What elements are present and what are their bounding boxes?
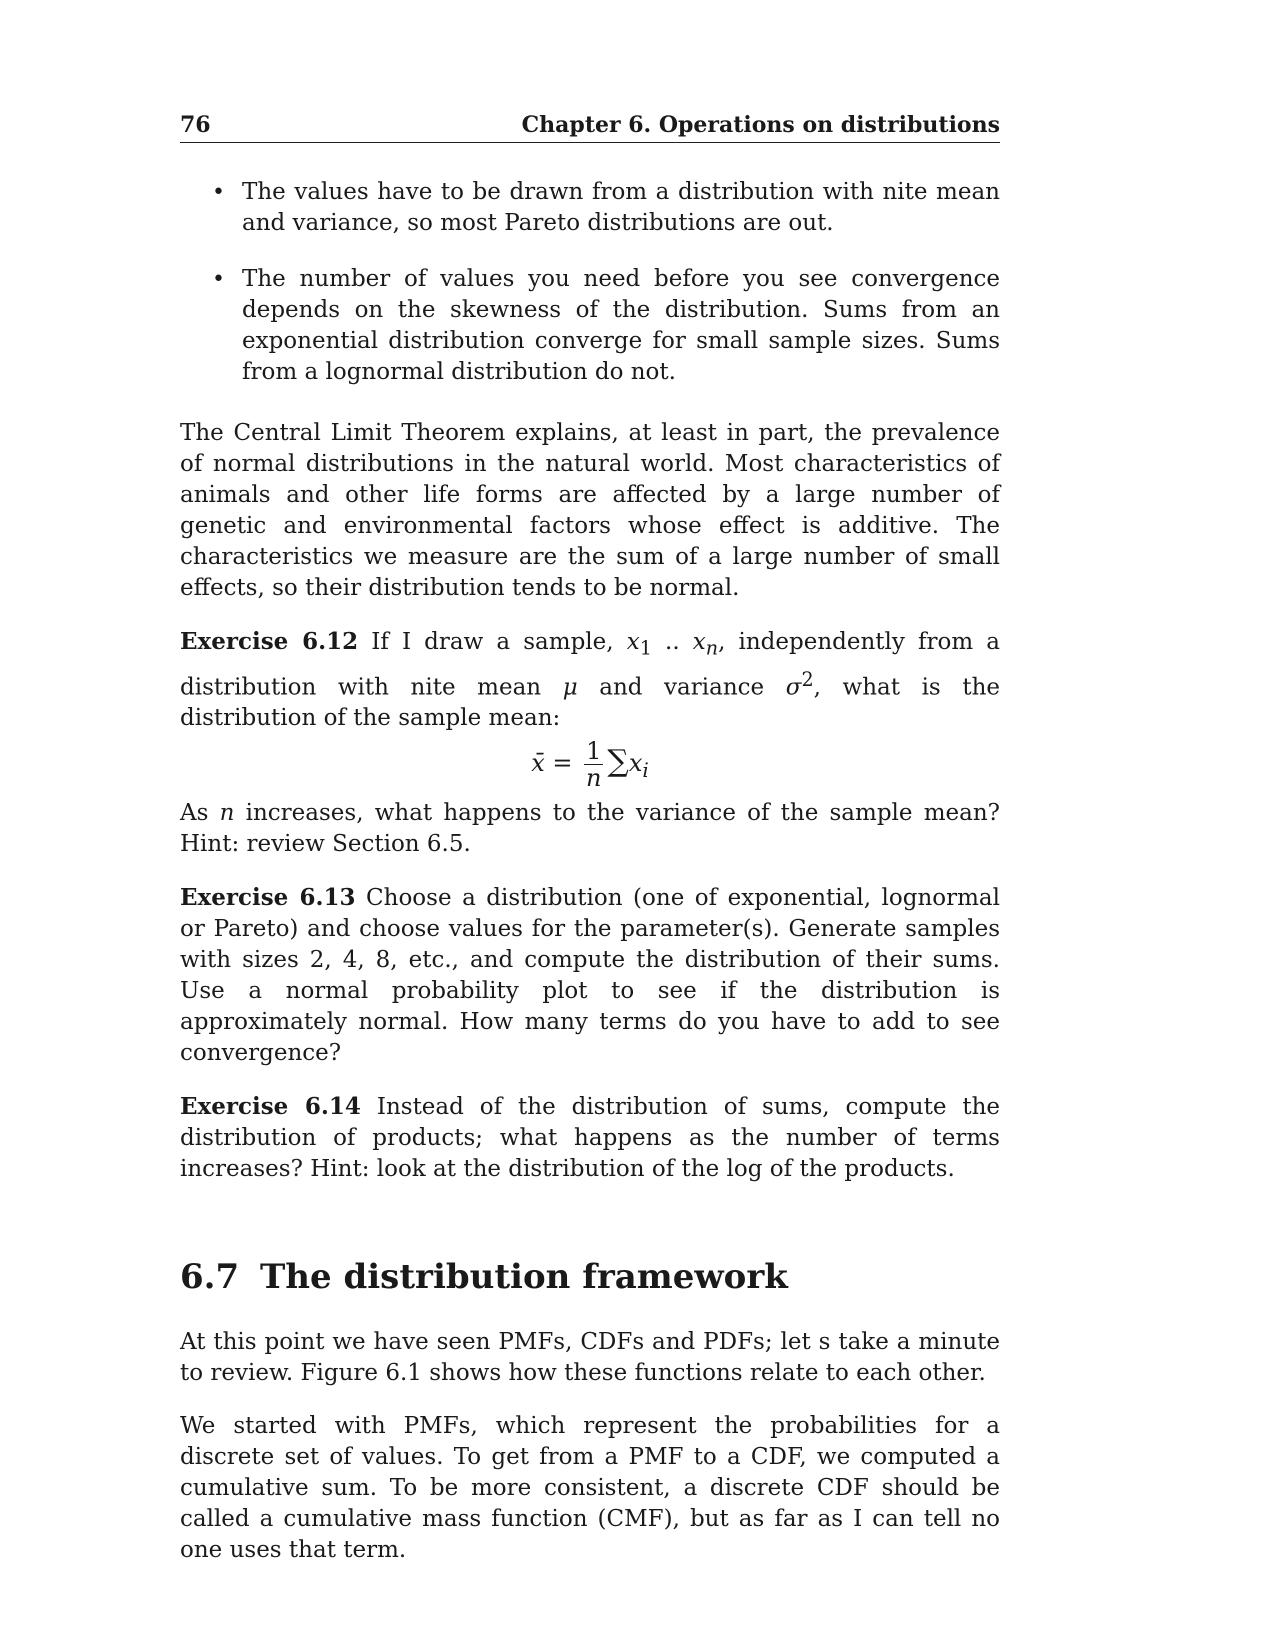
section-number: 6.7 [180,1257,240,1298]
formula-denominator: n [586,764,602,793]
running-header [180,112,1000,143]
formula-numerator: 1 [586,737,602,766]
text-run: As [180,800,220,827]
exercise-label: Exercise 6.13 [180,884,356,912]
list-item [212,177,1000,239]
page-number: 76 [180,112,211,138]
formula-lhs: x̄ = [531,749,573,778]
text-run: , what is the distribution of the sample mean: [180,674,1000,732]
section-paragraph-2: We started with PMFs, which represent the probabilities for a discrete set of values. To get from a PMF to a CDF, we computed a cumulative sum. To be more consistent, a discrete CDF should be called a cumulative mass function (CMF), but as far as I can tell no one uses that term. [180,1413,1000,1564]
section-heading [180,1257,1000,1297]
math-x: x [692,629,706,655]
sum-symbol: ∑ [607,744,629,780]
text-run: increases, what happens to the variance of the sample mean? Hint: review Section 6.5. [180,800,1000,858]
section-paragraph-1: At this point we have seen PMFs, CDFs and PDFs; let s take a minute to review. Figure 6.1 shows how these functions relate to each other. [180,1329,1000,1387]
exercise-label: Exercise 6.14 [180,1093,361,1121]
math-n: n [219,800,235,827]
formula-x: x [628,749,643,778]
exercise-6-14 [180,1091,1000,1185]
exercise-text: Instead of the distribution of sums, compute the distribution of products; what happens as the number of terms increases? Hint: look at the distribution of the log of the products. [180,1094,1001,1183]
bullet-icon: • [212,267,225,292]
page [180,112,1000,1566]
math-x: x [626,629,640,655]
list-item [212,264,1000,388]
formula-sub: i [642,758,649,783]
exercise-6-12-text [180,626,1000,734]
math-sup: 2 [801,667,814,691]
bullet-text: The values have to be drawn from a distribution with nite mean and variance, so most Pareto distributions are out. [242,179,1000,236]
text-run: , independently from a distribution with nite mean [180,629,1001,701]
text-run: .. [651,629,693,655]
formula-fraction [584,738,603,791]
text-run: If I draw a sample, [358,629,627,655]
bullet-icon: • [212,180,225,205]
math-mu: μ [562,674,578,701]
text-run: and variance [577,674,786,701]
math-sub: 1 [639,636,652,660]
paragraph-clt: The Central Limit Theorem explains, at least in part, the prevalence of normal distributions in the natural world. Most characteristics of animals and other life forms are affected by a large number of genetic and environmental factors whose effect is additive. The characteristics we measure are the sum of a large number of small effects, so their distribution tends to be normal. [180,420,1000,601]
bullet-text: The number of values you need before you see convergence depends on the skewness of the distribution. Sums from an exponential distribution converge for small sample sizes. Sums from a lognormal distribution do not. [242,266,1000,385]
sample-mean-formula [180,738,1000,792]
section-title: The distribution framework [260,1257,788,1298]
exercise-6-13 [180,882,1000,1069]
bullet-list [180,177,1000,388]
chapter-title: Chapter 6. Operations on distributions [521,112,1000,138]
exercise-label: Exercise 6.12 [180,628,359,655]
exercise-6-12 [180,626,1000,860]
math-sigma: σ [785,674,802,701]
exercise-text: Choose a distribution (one of exponential, lognormal or Pareto) and choose values for the parameter(s). Generate samples with sizes 2, 4, 8, etc., and compute the distribution of their sums. Use a normal probability plot to see if the distribution is approximately normal. How many terms do you have to add to see convergence? [180,885,1000,1067]
exercise-6-12-question [180,798,1000,860]
math-sub: n [705,636,719,660]
